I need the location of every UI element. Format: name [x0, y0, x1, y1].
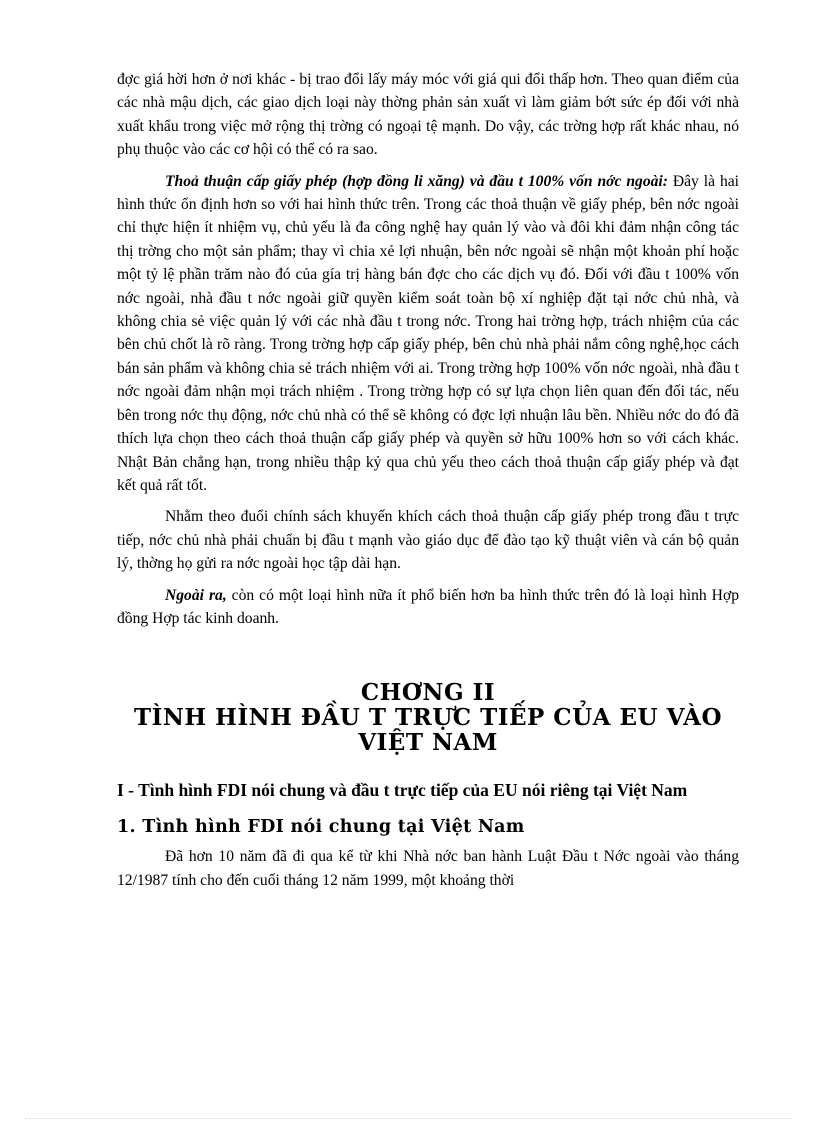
- paragraph-fdi-overview: Đã hơn 10 năm đã đi qua kể từ khi Nhà nớc ban hành Luật Đầu t Nớc ngoài vào tháng 12/1987 tính cho đến cuối tháng 12 năm 1999, một khoảng thời: [117, 848, 739, 889]
- section-heading: I - Tình hình FDI nói chung và đầu t trực tiếp của EU nói riêng tại Việt Nam: [117, 780, 688, 801]
- paragraph-licensing-body: Đây là hai hình thức ổn định hơn so với hai hình thức trên. Trong các thoả thuận về giấy phép, bên nớc ngoài chỉ thực hiện ít nhiệm vụ, chủ yếu là đa công nghệ hay quản lý vào và đôi khi đảm nhận công tác thị trờng cho một sản phẩm; thay vì chia xẻ lợi nhuận, bên nớc ngoài sẽ nhận một khoản phí hoặc một tỷ lệ phần trăm nào đó của gía trị hàng bán đợc cho các dịch vụ đó. Đối với đầu t 100% vốn nớc ngoài, nhà đầu t nớc ngoài giữ quyền kiểm soát toàn bộ xí nghiệp đặt tại nớc chủ nhà, và không chia sẻ việc quản lý với các nhà đầu t trong nớc. Trong hai trờng hợp, trách nhiệm của các bên chủ chốt là rõ ràng. Trong trờng hợp cấp giấy phép, bên chủ nhà phải nắm công nghệ,học cách bán sản phẩm và không chia sẻ trách nhiệm với ai. Trong trờng hợp 100% vốn nớc ngoài, nhà đầu t nớc ngoài đảm nhận mọi trách nhiệm . Trong trờng hợp có sự lựa chọn liên quan đến đối tác, nếu bên trong nớc thụ động, nớc chủ nhà có thể sẽ không có đợc lợi nhuận lâu bền. Nhiều nớc do đó đã thích lựa chọn theo cách thoả thuận cấp giấy phép và quyền sở hữu 100% hơn so với cách khác. Nhật Bản chẳng hạn, trong nhiều thập kỷ qua chủ yếu theo cách thoả thuận cấp giấy phép và đạt kết quả rất tốt.: [117, 172, 739, 494]
- paragraph-other-forms: [117, 584, 739, 631]
- chapter-title-line-2: VIỆT NAM: [358, 729, 498, 757]
- chapter-number: CHƠNG II: [360, 679, 496, 707]
- page-bottom-divider: [25, 1118, 791, 1119]
- subsection-heading: 1. Tình hình FDI nói chung tại Việt Nam: [117, 817, 525, 838]
- paragraph-other-forms-lead: Ngoài ra,: [165, 586, 227, 604]
- paragraph-other-forms-body: còn có một loại hình nữa ít phổ biến hơn ba hình thức trên đó là loại hình Hợp đồng Hợp tác kinh doanh.: [117, 586, 739, 627]
- paragraph-1: đợc giá hời hơn ở nơi khác - bị trao đổi lấy máy móc với giá qui đổi thấp hơn. Theo quan điểm của các nhà mậu dịch, các giao dịch loại này thờng phản sản xuất vì làm giảm bớt sức ép đối với nhà xuất khẩu trong việc mở rộng thị trờng có ngoại tệ mạnh. Do vậy, các trờng hợp rất khác nhau, nó phụ thuộc vào các cơ hội có thể có ra sao.: [117, 71, 739, 159]
- paragraph-education: Nhằm theo đuổi chính sách khuyến khích cách thoả thuận cấp giấy phép trong đầu t trực tiếp, nớc chủ nhà phải chuẩn bị đầu t mạnh vào giáo dục để đào tạo kỹ thuật viên và cán bộ quản lý, thờng họ gửi ra nớc ngoài học tập dài hạn.: [117, 508, 739, 573]
- paragraph-licensing-lead: Thoả thuận cấp giấy phép (hợp đồng li xăng) và đầu t 100% vốn nớc ngoài:: [165, 172, 668, 190]
- document-page: [117, 68, 739, 892]
- chapter-title-line-1: TÌNH HÌNH ĐẦU T TRỰC TIẾP CỦA EU VÀO: [133, 704, 723, 732]
- paragraph-licensing: [117, 170, 739, 498]
- chapter-title: [117, 680, 739, 755]
